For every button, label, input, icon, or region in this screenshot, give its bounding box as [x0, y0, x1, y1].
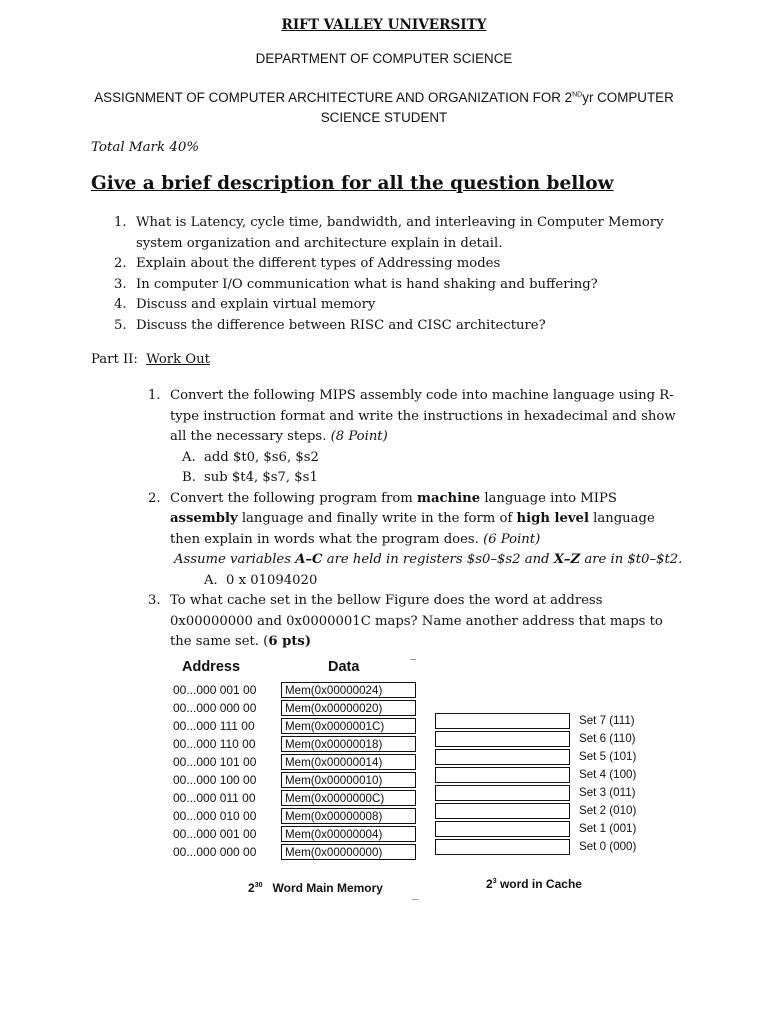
data-header: Data — [328, 659, 360, 675]
cache-set-label: Set 2 (010) — [579, 804, 637, 817]
part1-question: 2. Explain about the different types of Addressing modes — [114, 256, 501, 271]
memory-address: 00...000 101 00 — [173, 755, 257, 769]
cache-set-label: Set 5 (101) — [579, 750, 637, 763]
cache-set-cell — [435, 731, 570, 747]
cache-mapping-figure — [170, 656, 670, 906]
cache-set-label: Set 3 (011) — [579, 786, 636, 799]
cache-set-label: Set 1 (001) — [579, 822, 637, 835]
cache-set-label: Set 4 (100) — [579, 768, 637, 781]
assignment-title — [0, 86, 768, 128]
part1-question: 3. In computer I/O communication what is hand shaking and buffering? — [114, 276, 598, 292]
assignment-title-line1: ASSIGNMENT OF COMPUTER ARCHITECTURE AND ORGANIZATION FOR 2NDyr COMPUTER — [94, 90, 674, 106]
cache-set-cell — [435, 839, 570, 855]
part2-label: Part II: Work Out — [91, 352, 210, 367]
memory-address: 00...000 011 00 — [173, 791, 256, 805]
cache-caption: $2^3$ word in Cache — [486, 877, 582, 891]
memory-cell: Mem(0x00000014) — [281, 754, 416, 770]
section-heading: Give a brief description for all the question bellow — [91, 173, 614, 194]
memory-cell: Mem(0x00000008) — [281, 808, 416, 824]
cache-set-label: Set 0 (000) — [579, 840, 637, 853]
address-header: Address — [182, 659, 241, 675]
memory-cell: Mem(0x00000018) — [281, 736, 416, 752]
q2-assumption: Assume variables A–C are held in registers $s0–$s2 and X–Z are in $t0–$t2. — [174, 552, 683, 567]
q2-sub-a: A. 0 x 01094020 — [204, 572, 318, 588]
assignment-title-line2: SCIENCE STUDENT — [320, 110, 448, 126]
part1-question: 1. What is Latency, cycle time, bandwidth, and interleaving in Computer Memory system organization and architecture explain in detail. — [114, 215, 664, 251]
cache-set-cell — [435, 803, 570, 819]
q1-sub-a: A. add $t0, $s6, $s2 — [182, 449, 319, 465]
cache-set-cell — [435, 749, 570, 765]
memory-address: 00...000 000 00 — [173, 701, 257, 715]
memory-cell: Mem(0x00000024) — [281, 682, 416, 698]
memory-cell: Mem(0x0000000C) — [281, 790, 416, 806]
memory-address: 00...000 001 00 — [173, 827, 257, 841]
memory-cell: Mem(0x0000001C) — [281, 718, 416, 734]
cache-set-cell — [435, 713, 570, 729]
q1-sub-b: B. sub $t4, $s7, $s1 — [182, 470, 318, 485]
main-memory-caption: $2^{30}$ Word Main Memory — [248, 881, 383, 895]
memory-address: 00...000 111 00 — [173, 719, 255, 733]
memory-address: 00...000 010 00 — [173, 809, 257, 823]
corner-mark — [412, 899, 418, 900]
part2-title: Work Out — [146, 352, 210, 367]
part1-question: 5. Discuss the difference between RISC and CISC architecture? — [114, 317, 546, 333]
part2-question-3: 3. To what cache set in the bellow Figure does the word at address 0x00000000 and 0x0000001C maps? Name another address that maps to the same set. (6 pts) — [148, 593, 663, 649]
memory-address: 00...000 000 00 — [173, 845, 257, 859]
memory-address: 00...000 100 00 — [173, 773, 257, 787]
cache-set-cell — [435, 785, 570, 801]
cache-set-label: Set 7 (111) — [579, 714, 635, 727]
memory-cell: Mem(0x00000004) — [281, 826, 416, 842]
part2-question-list — [148, 386, 688, 653]
cache-set-cell — [435, 821, 570, 837]
memory-address: 00...000 001 00 — [173, 683, 257, 697]
total-mark: Total Mark 40% — [91, 140, 200, 155]
department-title: DEPARTMENT OF COMPUTER SCIENCE — [255, 51, 513, 66]
memory-address: 00...000 110 00 — [173, 737, 256, 751]
memory-cell: Mem(0x00000000) — [281, 844, 416, 860]
cache-set-label: Set 6 (110) — [579, 732, 636, 745]
part2-question-1: 1. Convert the following MIPS assembly code into machine language using R-type instruction format and write the instructions in hexadecimal and show all the necessary steps. (8 Point) A. add $t0, $s6, $s2 B. sub $t4, $s7, $s1 — [148, 386, 688, 489]
part1-question: 4. Discuss and explain virtual memory — [114, 297, 376, 312]
cache-set-cell — [435, 767, 570, 783]
part2-question-2: 2. Convert the following program from machine language into MIPS assembly language and finally write in the form of high level language then explain in words what the program does. (6 Point) Assume variables A–C are held in registers $s0–$s2 and X–Z are in $t0–$t2. A. 0 x 01094020 — [148, 489, 688, 592]
memory-cell: Mem(0x00000010) — [281, 772, 416, 788]
part1-question-list — [114, 213, 674, 336]
university-title: RIFT VALLEY UNIVERSITY — [281, 17, 487, 33]
memory-cell: Mem(0x00000020) — [281, 700, 416, 716]
corner-mark — [410, 659, 416, 660]
